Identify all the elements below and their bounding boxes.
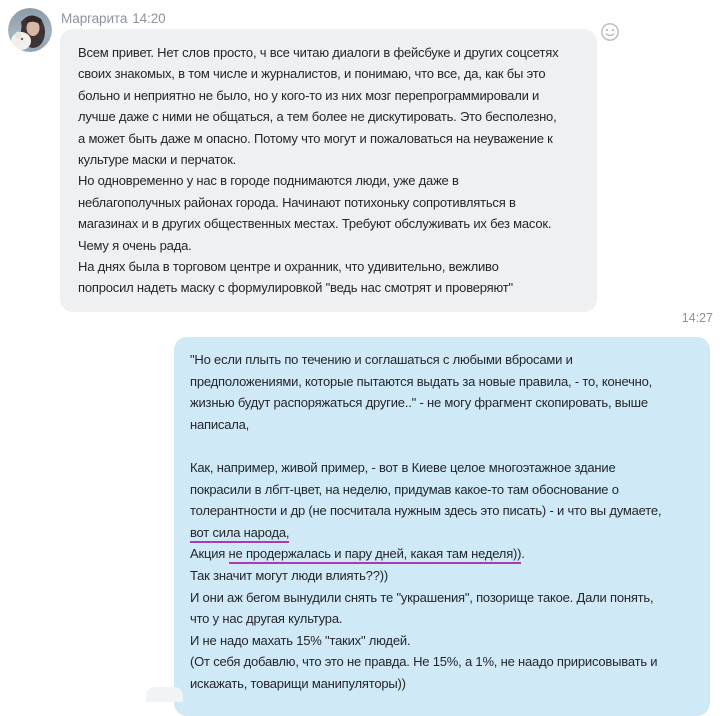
message-line: магазинах и в других общественных местах. Требуют обслуживать их без масок. (78, 216, 552, 232)
message-line: И не надо махать 15% "таких" людей. (190, 632, 411, 648)
underlined-phrase: не продержалась и пару дней, какая там неделя)) (229, 546, 522, 564)
message-line: жизнью будут распоряжаться другие.." - не могу фрагмент скопировать, выше (190, 395, 648, 411)
message-line: культуре маски и перчаток. (78, 152, 237, 168)
message-line: (От себя добавлю, что это не правда. Не 15%, а 1%, не наадо пририсовывать и (190, 654, 658, 670)
message-line: попросил надеть маску с формулировкой "ведь нас смотрят и проверяют" (78, 280, 513, 296)
message-text-segment: Акция (190, 546, 229, 562)
emoji-react-button[interactable] (599, 21, 621, 43)
underlined-phrase: вот сила народа, (190, 525, 289, 543)
message-line: Как, например, живой пример, - вот в Киеве целое многоэтажное здание (190, 459, 616, 475)
message-line: лучше даже с ними не общаться, а тем более не дискутировать. Это бесполезно, (78, 109, 557, 125)
message-line (190, 522, 694, 544)
message-line: покрасили в лбгт-цвет, на неделю, придумав какое-то там обоснование о (190, 481, 619, 497)
outgoing-message-bubble[interactable] (174, 337, 710, 716)
message-line: Всем привет. Нет слов просто, ч все читаю диалоги в фейсбуке и других соцсетях (78, 45, 559, 60)
message-line (190, 435, 694, 457)
incoming-time: 14:20 (132, 11, 166, 26)
avatar-photo (8, 8, 52, 52)
smiley-icon (599, 21, 621, 43)
avatar[interactable] (8, 8, 52, 52)
message-line: Но одновременно у нас в городе поднимаются люди, уже даже в (78, 173, 459, 189)
message-line: что у нас другая культура. (190, 611, 343, 627)
next-message-peek (146, 687, 183, 702)
message-header (61, 11, 166, 26)
incoming-message-bubble[interactable] (60, 29, 597, 312)
message-line: На днях была в торговом центре и охранник, что удивительно, вежливо (78, 259, 499, 275)
message-line: неблагополучных районах города. Начинают потихоньку сопротивляться в (78, 194, 516, 210)
sender-name: Маргарита (61, 11, 128, 26)
message-line: "Но если плыть по течению и соглашаться с любыми вбросами и (190, 352, 573, 367)
message-text-segment: . (521, 546, 525, 562)
message-line: а может быть даже м опасно. Потому что могут и пожаловаться на неуважение к (78, 130, 553, 146)
message-line: своих знакомых, в том числе и журналистов, и понимаю, что все, да, как бы это (78, 66, 546, 82)
message-line: Так значит могут люди влиять??)) (190, 567, 388, 583)
message-line: написала, (190, 416, 250, 432)
message-line: больно и неприятно не было, но у кого-то из них мозг перепрограммировали и (78, 87, 540, 103)
message-line: И они аж бегом вынудили снять те "украшения", позорище такое. Дали понять, (190, 589, 654, 605)
message-line: Чему я очень рада. (78, 237, 192, 253)
message-line (190, 543, 694, 565)
message-line: искажать, товарищи манипуляторы)) (190, 675, 406, 691)
outgoing-time: 14:27 (681, 311, 713, 325)
message-line: толерантности и др (не посчитала нужным здесь это писать) - и что вы думаете, (190, 503, 662, 519)
message-line: предположениями, которые пытаются выдать за новые правила, - то, конечно, (190, 373, 653, 389)
